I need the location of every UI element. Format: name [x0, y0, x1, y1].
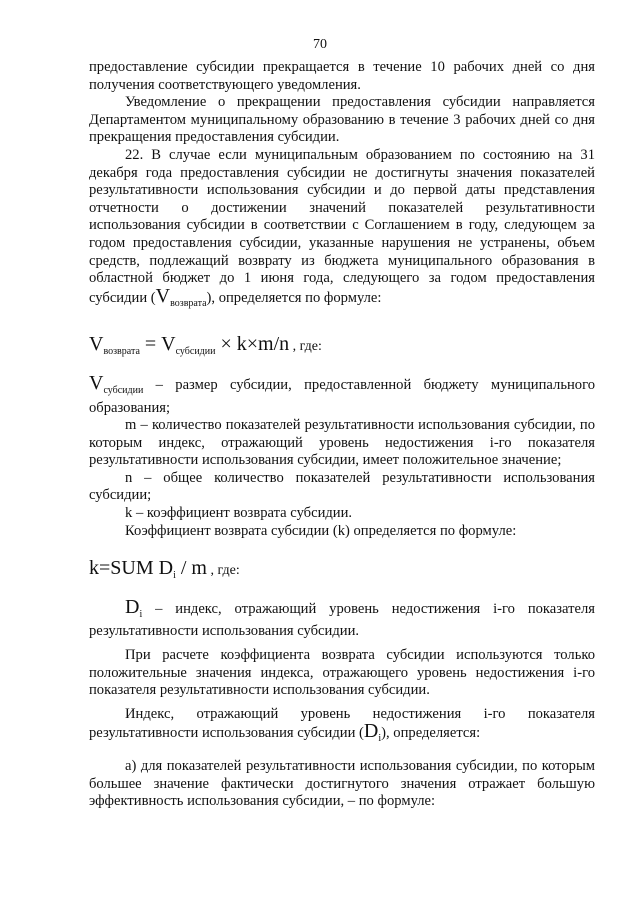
k-formula	[89, 557, 595, 585]
paragraph-22-end: ), определяется по формуле:	[206, 289, 382, 306]
formula1-v2: V	[161, 333, 176, 356]
definition-n: n – общее количество показателей результативности использования субсидии;	[89, 469, 595, 504]
def-d-symbol: D	[125, 595, 140, 618]
page-number: 70	[313, 37, 327, 52]
formula1-v1-sub: возврата	[103, 346, 140, 358]
formula2-rest: / m	[175, 557, 207, 580]
formula1-v1: V	[89, 333, 104, 356]
formula1-tail: , где:	[289, 339, 322, 355]
def-v-symbol: V	[89, 371, 104, 394]
formula1-rest: × k×m/n	[215, 333, 290, 356]
formula1-v2-sub: субсидии	[175, 346, 216, 358]
v-refund-symbol: V	[155, 284, 171, 307]
paragraph-index-text: Индекс, отражающий уровень недостижения i-го показателя результативности использования субсидии (	[89, 705, 595, 742]
definition-m: m – количество показателей результативности использования субсидии, по которым индекс, отражающий уровень недостижения i-го показателя результативности использования субсидии, имеет положительное значение;	[89, 417, 595, 469]
def-d-subscript: i	[139, 608, 143, 620]
def-v-text: – размер субсидии, предоставленной бюджету муниципального образования;	[89, 376, 595, 416]
paragraph-a: а) для показателей результативности использования субсидии, по которым большее значение фактически достигнутого значения отражает большую эффективность использования субсидии, – по формуле:	[89, 758, 595, 810]
formula2-main: k=SUM D	[89, 557, 174, 580]
definition-d	[89, 595, 595, 641]
paragraph-22	[89, 147, 595, 312]
def-v-subscript: субсидии	[103, 384, 144, 396]
paragraph-calculation: При расчете коэффициента возврата субсидии используются только положительные значения индекса, отражающего уровень недостижения i-го показателя результативности использования субсидии.	[89, 647, 595, 699]
paragraph-index	[89, 706, 595, 748]
formula1-eq: =	[139, 333, 162, 356]
paragraph-termination: предоставление субсидии прекращается в течение 10 рабочих дней со дня получения соответствующего уведомления.	[89, 59, 595, 93]
paragraph-notification: Уведомление о прекращении предоставления субсидии направляется Департаментом муниципальному образованию в течение 3 рабочих дней со дня прекращения предоставления субсидии.	[89, 94, 595, 146]
formula2-sub: i	[173, 570, 176, 582]
k-intro: Коэффициент возврата субсидии (k) определяется по формуле:	[125, 522, 517, 539]
v-refund-subscript: возврата	[170, 297, 207, 309]
paragraph-22-text: 22. В случае если муниципальным образованием по состоянию на 31 декабря года предоставления субсидии не достигнуты значения показателей результативности использования субсидии и до первой даты представления отчетности о достижении значений показателей результативности использования субсидии в соответствии с Соглашением в году, следующем за годом предоставления субсидии, указанные нарушения не устранены, объем средств, подлежащий возврату из бюджета муниципального образования в областной бюджет до 1 июня года, следующего за годом предоставления субсидии (	[89, 146, 595, 306]
formula2-tail: , где:	[206, 563, 240, 579]
index-d-subscript: i	[378, 733, 382, 745]
paragraph-index-end: ), определяется:	[381, 725, 481, 742]
refund-formula	[89, 333, 595, 361]
index-d-symbol: D	[363, 720, 379, 743]
document-body	[89, 59, 595, 811]
definition-v-subsidy	[89, 371, 595, 417]
definition-k: k – коэффициент возврата субсидии.	[125, 505, 353, 522]
def-d-text: – индекс, отражающий уровень недостижения i-го показателя результативности использования субсидии.	[89, 600, 595, 640]
